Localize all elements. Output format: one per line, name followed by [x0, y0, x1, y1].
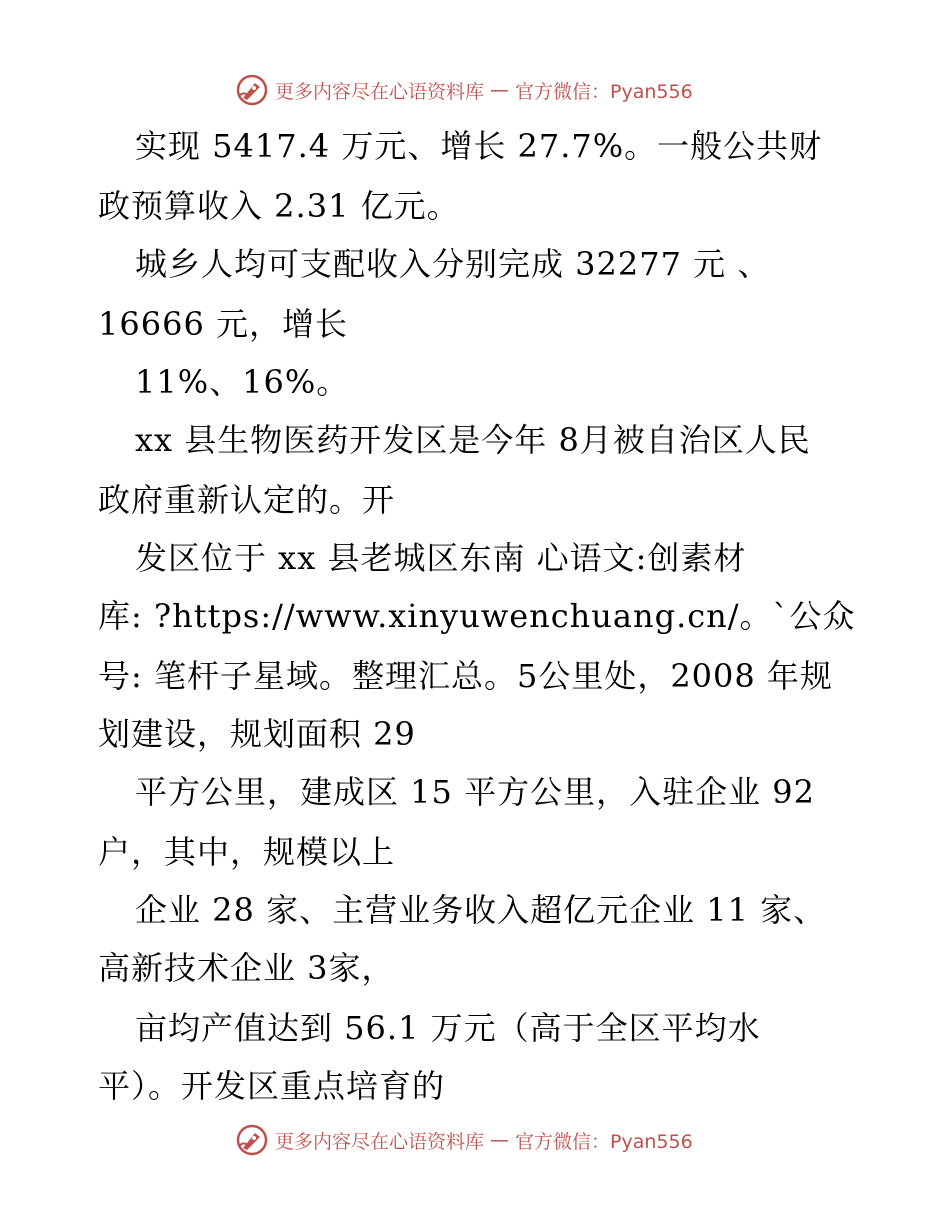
paragraph-line: 平）。开发区重点培育的: [98, 1067, 446, 1105]
pen-nib-logo-icon: [235, 73, 269, 107]
paragraph-line: 平方公里，建成区 15 平方公里，入驻企业 92: [135, 773, 815, 811]
paragraph-line: 号: 笔杆子星域。整理汇总。5公里处，2008 年规: [98, 657, 833, 695]
banner-site-text: 更多内容尽在心语资料库: [275, 1130, 485, 1153]
paragraph-line: 户，其中，规模以上: [98, 833, 396, 871]
paragraph-line: 库: ?https://www.xinyuwenchuang.cn/。`公众: [98, 597, 856, 635]
banner-wechat-text: 官方微信：Pyan556: [515, 1130, 693, 1153]
paragraph-line: 政府重新认定的。开: [98, 481, 396, 519]
pen-nib-logo-icon: [235, 1123, 269, 1157]
paragraph-line: 企业 28 家、主营业务收入超亿元企业 11 家、: [135, 891, 827, 929]
paragraph-line: 高新技术企业 3家，: [98, 949, 395, 987]
banner-separator: —: [490, 1129, 510, 1151]
paragraph-line: 发区位于 xx 县老城区东南 心语文:创素材: [135, 539, 747, 577]
paragraph-line: 亩均产值达到 56.1 万元（高于全区平均水: [135, 1009, 761, 1047]
footer-banner: [235, 1122, 693, 1158]
banner-wechat-text: 官方微信：Pyan556: [515, 80, 693, 103]
banner-separator: —: [490, 79, 510, 101]
header-banner: [235, 72, 693, 108]
paragraph-line: 11%、16%。: [135, 363, 350, 401]
paragraph-line: xx 县生物医药开发区是今年 8月被自治区人民: [135, 421, 811, 459]
paragraph-line: 划建设，规划面积 29: [98, 715, 416, 753]
paragraph-line: 政预算收入 2.31 亿元。: [98, 187, 460, 225]
banner-site-text: 更多内容尽在心语资料库: [275, 80, 485, 103]
paragraph-line: 城乡人均可支配收入分别完成 32277 元 、: [135, 245, 771, 283]
paragraph-line: 16666 元，增长: [98, 305, 348, 343]
paragraph-line: 实现 5417.4 万元、增长 27.7%。一般公共财: [135, 127, 823, 165]
